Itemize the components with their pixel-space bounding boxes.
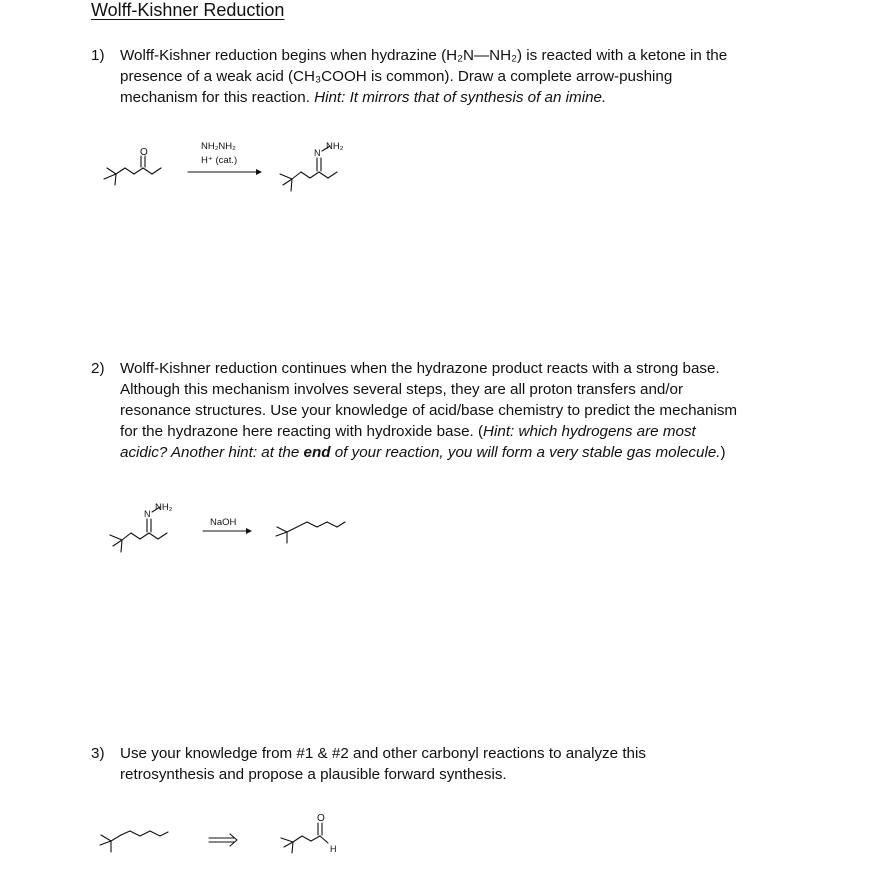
ketone-structure bbox=[104, 156, 161, 185]
bond bbox=[292, 172, 301, 179]
arrow-head bbox=[230, 834, 237, 846]
page-title: Wolff-Kishner Reduction bbox=[91, 0, 285, 20]
bond bbox=[280, 174, 292, 179]
emphasis-text: end bbox=[303, 444, 331, 461]
retrosynthesis-arrow bbox=[209, 834, 237, 846]
hint-text: acidic? Another hint: at the bbox=[120, 444, 304, 461]
arrow-head bbox=[246, 528, 252, 534]
bond bbox=[111, 835, 121, 841]
bond bbox=[152, 168, 161, 174]
bond bbox=[121, 831, 130, 835]
bond bbox=[101, 835, 111, 841]
bond bbox=[337, 522, 345, 527]
hydrazone-structure bbox=[280, 146, 337, 191]
bond bbox=[131, 533, 140, 539]
bond bbox=[307, 522, 317, 527]
bond bbox=[297, 522, 307, 527]
bond bbox=[287, 527, 297, 532]
bond bbox=[104, 174, 116, 179]
bond bbox=[150, 831, 160, 836]
hint-text: of your reaction, you will form a very stable gas molecule. bbox=[330, 444, 721, 461]
bond bbox=[160, 832, 168, 836]
question-text-line: Wolff-Kishner reduction begins when hydrazine (H₂N—NH₂) is reacted with a ketone in the bbox=[120, 47, 728, 64]
bond bbox=[310, 172, 319, 178]
question-text-line: Although this mechanism involves several steps, they are all proton transfers and/or bbox=[120, 381, 684, 398]
question-text: for the hydrazone here reacting with hydroxide base. ( bbox=[120, 423, 484, 440]
bond bbox=[293, 836, 302, 842]
bond bbox=[301, 172, 310, 178]
bond bbox=[284, 842, 293, 847]
bond bbox=[292, 842, 293, 853]
reagent-label: NH₂NH₂ bbox=[201, 141, 236, 152]
atom-label-amino: NH₂ bbox=[326, 141, 344, 152]
bond bbox=[302, 836, 311, 841]
hint-text: Hint: which hydrogens are most bbox=[483, 423, 696, 440]
question-text: ) bbox=[720, 444, 726, 461]
reagent-label: NaOH bbox=[210, 517, 237, 528]
bond bbox=[319, 172, 328, 178]
bond bbox=[283, 179, 292, 185]
atom-label-amino: NH₂ bbox=[155, 502, 173, 513]
bond bbox=[143, 168, 152, 174]
atom-label-nitrogen: N bbox=[314, 148, 321, 158]
bond bbox=[115, 174, 116, 185]
question-text-line: presence of a weak acid (CH₃COOH is common). Draw a complete arrow-pushing bbox=[120, 68, 673, 85]
bond bbox=[320, 836, 328, 843]
reagent-label: H⁺ (cat.) bbox=[201, 155, 238, 166]
atom-label-nitrogen: N bbox=[144, 509, 151, 519]
question-text: mechanism for this reaction. bbox=[120, 89, 315, 106]
atom-label-hydrogen: H bbox=[330, 844, 337, 854]
bond bbox=[113, 540, 122, 546]
question-text-line: Use your knowledge from #1 & #2 and other carbonyl reactions to analyze this bbox=[120, 745, 646, 762]
bond bbox=[276, 532, 287, 536]
question-number: 2) bbox=[91, 360, 105, 377]
bond bbox=[107, 168, 116, 174]
aldehyde-structure bbox=[281, 823, 328, 853]
bond bbox=[149, 533, 158, 539]
bond bbox=[281, 838, 293, 842]
hint-text: Hint: It mirrors that of synthesis of an imine. bbox=[314, 89, 607, 106]
atom-label-oxygen: O bbox=[317, 813, 325, 824]
bond bbox=[291, 179, 292, 191]
bond bbox=[158, 533, 167, 539]
bond bbox=[140, 533, 149, 539]
question-number: 1) bbox=[91, 47, 105, 64]
atom-label-oxygen: O bbox=[140, 147, 148, 158]
bond bbox=[277, 527, 287, 532]
bond bbox=[121, 540, 122, 552]
bond bbox=[130, 831, 140, 836]
bond bbox=[100, 841, 111, 845]
bond bbox=[317, 522, 327, 527]
alkane-structure bbox=[276, 522, 345, 543]
bond bbox=[140, 831, 150, 836]
alkane-structure bbox=[100, 831, 168, 852]
bond bbox=[311, 836, 320, 841]
hydrazone-structure bbox=[110, 507, 167, 552]
question-text-line: resonance structures. Use your knowledge of acid/base chemistry to predict the mechanism bbox=[120, 402, 738, 419]
bond bbox=[110, 535, 122, 540]
bond bbox=[328, 172, 337, 178]
bond bbox=[122, 533, 131, 540]
bond bbox=[327, 522, 337, 527]
bond bbox=[116, 168, 125, 174]
question-text-line: Wolff-Kishner reduction continues when the hydrazone product reacts with a strong base. bbox=[120, 360, 720, 377]
bond bbox=[134, 168, 143, 174]
bond bbox=[125, 168, 134, 174]
question-number: 3) bbox=[91, 745, 105, 762]
arrow-head bbox=[256, 169, 262, 175]
question-text-line: retrosynthesis and propose a plausible forward synthesis. bbox=[120, 766, 507, 783]
